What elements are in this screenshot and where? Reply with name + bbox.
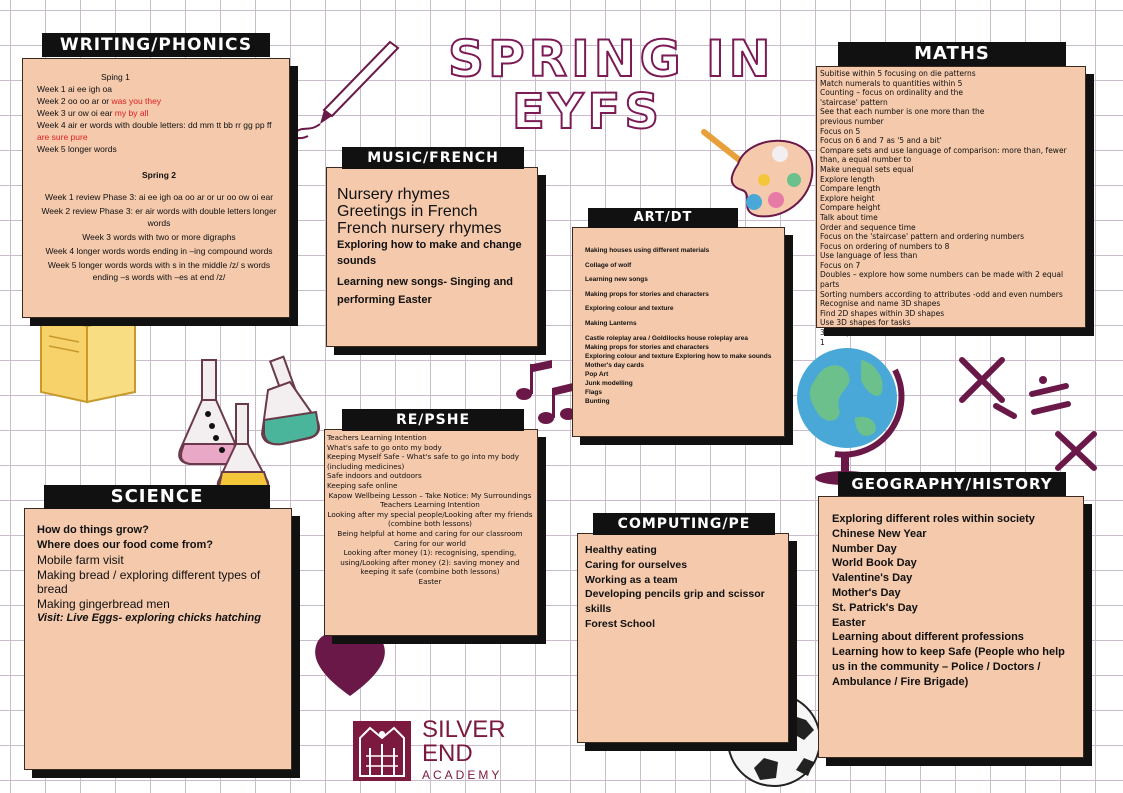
geography-history-panel — [818, 496, 1084, 758]
maths-item: Recognise and name 3D shapes — [820, 299, 941, 309]
spring-2-title: Spring 2 — [141, 170, 176, 180]
science-visit: Visit: Live Eggs- exploring chicks hatching — [37, 612, 261, 624]
maths-item: Compare height — [820, 203, 881, 213]
writing-phonics-heading: WRITING/PHONICS — [42, 33, 270, 57]
maths-heading: MATHS — [838, 42, 1066, 66]
writing-phonics-panel — [22, 58, 290, 318]
spring-2-list — [37, 191, 281, 283]
maths-item: Focus on the 'staircase' pattern and ordering numbers — [820, 232, 1025, 242]
re-item: What's safe to go onto my body — [327, 442, 442, 452]
globe-icon — [795, 340, 915, 490]
art-item: Bunting — [585, 398, 610, 405]
re-item: Teachers Learning Intention — [327, 433, 427, 442]
geography-item: Mother's Day — [832, 586, 901, 599]
school-crest-icon — [352, 720, 412, 782]
music-french-heading: MUSIC/FRENCH — [342, 147, 524, 169]
re-item: Safe indoors and outdoors — [327, 471, 422, 481]
maths-item: Counting – focus on ordinality and the 'staircase' pattern — [820, 88, 963, 107]
art-item: Flags — [585, 389, 602, 396]
maths-item: Compare length — [820, 184, 881, 194]
music-bold-list — [337, 237, 529, 309]
art-dt-panel — [572, 227, 785, 437]
science-question: Where does our food come from? — [37, 539, 214, 551]
re-list — [327, 433, 533, 491]
art-item: Castle roleplay area / Goldilocks house roleplay area — [585, 335, 748, 342]
re-item: Looking after money (1): recognising, spending, using/Looking after money (2): saving money and keeping it safe (combine both lessons) — [340, 548, 520, 577]
spring-2-week: Week 1 review Phase 3: ai ee igh oa oo ar or ur oo ow oi ear — [44, 192, 274, 202]
page-title-line-2: EYFS — [512, 84, 663, 140]
geography-item: World Book Day — [832, 557, 917, 570]
re-item: Kapow Wellbeing Lesson – Take Notice: My Surroundings — [328, 490, 532, 500]
logo-text-academy: ACADEMY — [422, 768, 503, 782]
geography-item: Chinese New Year — [832, 527, 927, 540]
re-item: Keeping safe online — [327, 480, 398, 490]
art-list — [585, 244, 778, 331]
math-symbols-icon — [948, 350, 1108, 480]
computing-pe-panel — [577, 533, 789, 743]
writing-week-2 — [37, 95, 281, 107]
art-item: Collage of wolf — [585, 261, 632, 269]
maths-item: Focus on 7 — [820, 260, 861, 270]
geography-item: Learning about different professions — [832, 631, 1024, 644]
writing-week-2-tricky-words: was you they — [111, 96, 162, 106]
art-tight-list — [585, 334, 778, 406]
computing-item: Healthy eating — [585, 544, 657, 556]
spring-1-title: Sping 1 — [101, 72, 130, 82]
art-item: Exploring colour and texture — [585, 305, 674, 312]
science-panel — [24, 508, 292, 770]
music-item: Greetings in French — [337, 203, 478, 220]
maths-item: Use 3D shapes for tasks — [820, 318, 911, 328]
science-question: How do things grow? — [37, 524, 149, 536]
maths-item: Compare sets and use language of comparison: more than, fewer than, a equal number to — [820, 145, 1067, 165]
science-heading: SCIENCE — [44, 485, 270, 509]
geography-item: Easter — [832, 616, 866, 629]
science-list — [37, 553, 283, 611]
re-pshe-heading: RE/PSHE — [342, 409, 524, 431]
geography-item: Learning how to keep Safe (People who help us in the community – Police / Doctors / Ambulance / Fire Brigade) — [832, 646, 1065, 688]
maths-item: Talk about time — [820, 212, 878, 222]
re-item: Caring for our world — [394, 538, 466, 548]
computing-item: Working as a team — [585, 573, 678, 586]
art-item: Junk modelling — [585, 380, 633, 387]
re-item: Being helpful at home and caring for our classroom — [337, 528, 523, 538]
maths-item: Make unequal sets equal — [820, 164, 914, 174]
pen-icon — [290, 36, 410, 146]
writing-week-1: Week 1 ai ee igh oa — [37, 84, 112, 94]
spring-2-week: Week 4 longer words words ending in –ing compound words — [45, 246, 273, 256]
writing-week-3 — [37, 107, 281, 119]
music-french-panel — [326, 167, 538, 347]
re-item: Easter — [418, 576, 442, 586]
art-item: Exploring colour and texture Exploring how to make sounds — [585, 353, 772, 360]
maths-item: 1 — [820, 337, 825, 347]
science-item: Making bread / exploring different types of bread — [37, 567, 261, 596]
music-item: Exploring how to make and change sounds — [337, 239, 522, 267]
spring-2-week: Week 3 words with two or more digraphs — [82, 232, 236, 242]
writing-week-5: Week 5 longer words — [37, 144, 117, 154]
spring-2-week: Week 5 longer words words with s in the middle /z/ s words ending –s words with –es at end /z/ — [47, 260, 271, 282]
science-item: Mobile farm visit — [37, 553, 124, 567]
art-item: Making houses using different materials — [585, 247, 710, 254]
re-pshe-panel — [324, 429, 538, 636]
writing-week-4-text: Week 4 air er words with double letters: dd mm tt bb rr gg pp ff — [37, 120, 272, 130]
heart-icon — [312, 626, 388, 698]
maths-list — [820, 69, 1083, 347]
geography-item: Exploring different roles within society — [832, 513, 1035, 525]
science-item: Making gingerbread men — [37, 596, 170, 611]
maths-item: Focus on 5 — [820, 126, 861, 136]
art-dt-heading: ART/DT — [588, 208, 738, 228]
maths-item: Order and sequence time — [820, 222, 916, 232]
maths-item: See that each number is one more than the previous number — [820, 107, 985, 126]
maths-item: Sorting numbers according to attributes -odd and even numbers — [820, 289, 1063, 299]
maths-item: 3D shapes in the environment — [820, 328, 934, 338]
computing-item: Developing pencils grip and scissor skills — [585, 588, 765, 616]
writing-week-3-text: Week 3 ur ow oi ear — [37, 108, 115, 118]
writing-week-2-text: Week 2 oo oo ar or — [37, 96, 112, 106]
writing-week-3-tricky-words: my by all — [114, 108, 149, 118]
re-item: Keeping Myself Safe - What's safe to go into my body (including medicines) — [327, 452, 520, 471]
geography-item: Valentine's Day — [832, 572, 913, 585]
art-item: Learning new songs — [585, 276, 648, 283]
science-bold-list — [37, 523, 283, 553]
music-big-list — [337, 186, 529, 237]
art-item: Making props for stories and characters — [585, 344, 709, 351]
art-item: Mother's day cards — [585, 362, 644, 369]
writing-week-4 — [37, 119, 281, 143]
maths-item: Find 2D shapes within 3D shapes — [820, 308, 945, 318]
music-item: Learning new songs- Singing and performing Easter — [337, 276, 514, 306]
maths-item: Subitise within 5 focusing on die patterns — [820, 69, 976, 78]
art-item: Making props for stories and characters — [585, 290, 709, 298]
re-centered-list — [327, 491, 533, 587]
maths-item: Use language of less than — [820, 251, 918, 261]
writing-week-4-tricky-words: are sure pure — [37, 132, 88, 142]
maths-item: Explore length — [820, 174, 875, 184]
computing-item: Forest School — [585, 617, 656, 630]
geography-item: St. Patrick's Day — [832, 601, 918, 614]
book-icon — [35, 312, 145, 407]
music-item: Nursery rhymes — [337, 186, 450, 203]
art-item: Making Lanterns — [585, 319, 637, 327]
logo-text-silver: SILVER — [422, 716, 506, 743]
flasks-icon — [172, 354, 332, 499]
maths-item: Match numerals to quantities within 5 — [820, 78, 963, 88]
logo-text-end: END — [422, 740, 473, 767]
computing-pe-heading: COMPUTING/PE — [593, 513, 775, 535]
maths-item: Doubles – explore how some numbers can be made with 2 equal parts — [820, 270, 1064, 290]
maths-item: Explore height — [820, 193, 875, 203]
re-item: Teachers Learning Intention — [380, 500, 480, 510]
music-item: French nursery rhymes — [337, 220, 502, 237]
maths-item: Focus on ordering of numbers to 8 — [820, 241, 950, 251]
school-logo — [352, 716, 542, 784]
art-item: Pop Art — [585, 371, 609, 378]
maths-panel — [816, 66, 1086, 347]
re-item: Looking after my special people/Looking after my friends (combine both lessons) — [327, 509, 533, 529]
spring-2-week: Week 2 review Phase 3: er air words with double letters longer words — [41, 206, 277, 228]
geography-history-heading: GEOGRAPHY/HISTORY — [838, 472, 1066, 496]
computing-item: Caring for ourselves — [585, 558, 688, 571]
geography-item: Number Day — [832, 542, 897, 555]
maths-item: Focus on 6 and 7 as '5 and a bit' — [820, 136, 942, 146]
page-title-line-1: SPRING IN — [448, 30, 775, 88]
